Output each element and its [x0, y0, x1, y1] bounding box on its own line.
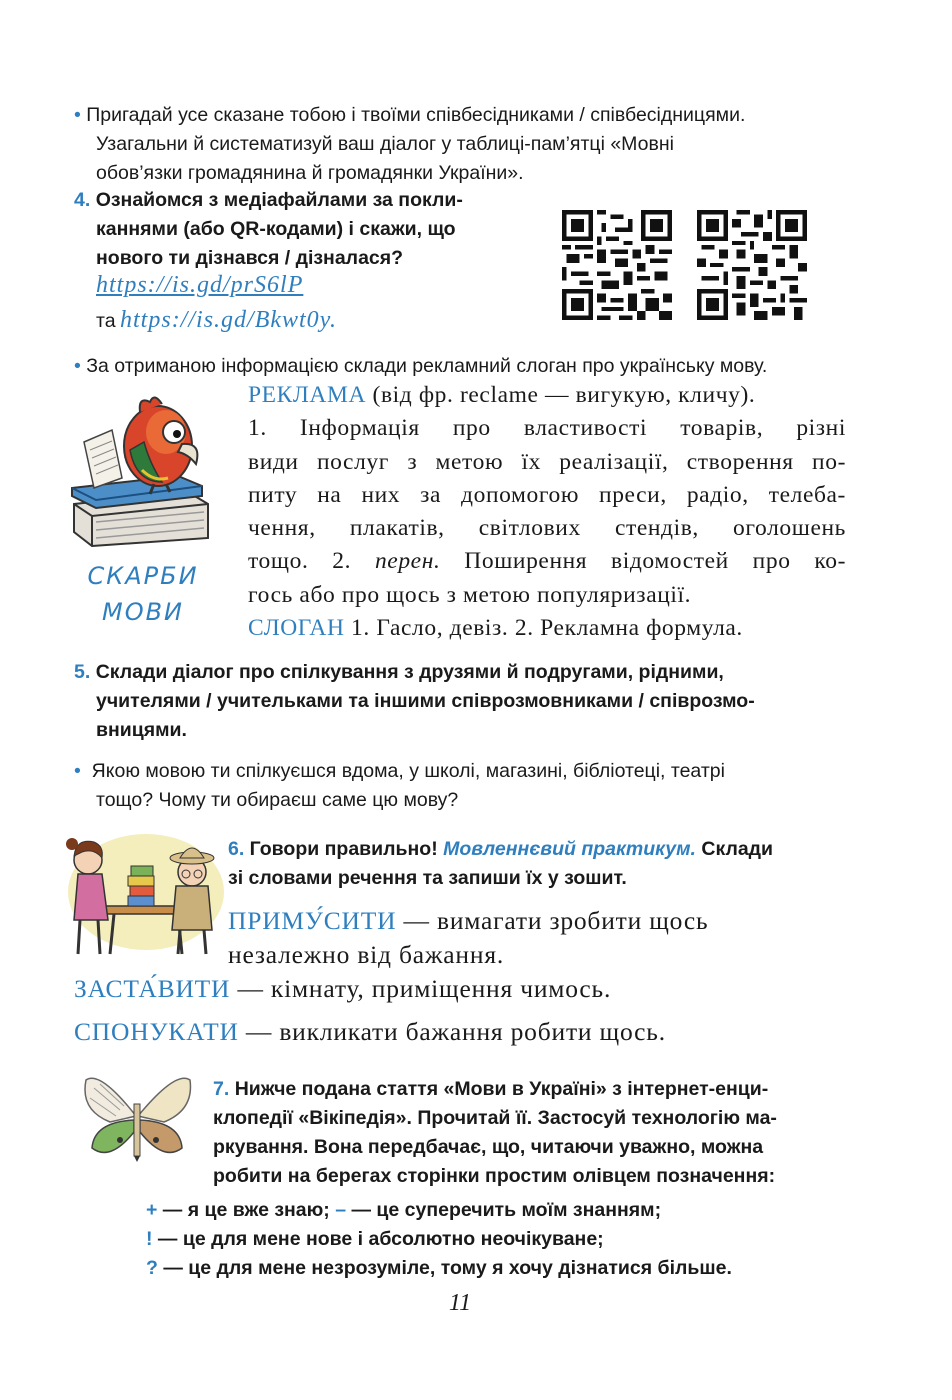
task-6-tail: Склади: [695, 838, 774, 860]
task-7-line-3: ркування. Вона передбачає, що, читаючи уважно, можна: [213, 1136, 764, 1158]
link-2-row: [96, 307, 337, 336]
task-4-number: 4.: [74, 189, 91, 211]
marking-butterfly-illustration: [80, 1070, 195, 1162]
task-4: [74, 186, 544, 273]
page-number: 11: [448, 1290, 472, 1316]
mark-exclamation-symbol: !: [146, 1228, 153, 1250]
treasures-line-2: МОВИ: [101, 598, 184, 626]
dict-line-5: чення, плакатів, світлових стендів, оголошень: [248, 515, 846, 542]
dict-line-6-a: тощо. 2.: [248, 548, 375, 575]
reklama-etymology: (від фр. reclame — вигукую, кличу).: [366, 382, 756, 408]
intro-line-3: обов’язки громадянина й громадянки України».: [96, 162, 524, 184]
task-5: [74, 658, 874, 745]
mark-new: [146, 1225, 866, 1254]
marking-legend: [146, 1196, 866, 1283]
bullet-marker: •: [74, 355, 81, 377]
task-7-number: 7.: [213, 1078, 230, 1100]
task-5-number: 5.: [74, 661, 91, 683]
task-7-line-2: клопедії «Вікіпедія». Прочитай її. Застосуй технологію ма-: [213, 1107, 777, 1129]
media-link-1[interactable]: https://is.gd/prS6lP: [96, 272, 304, 298]
task-6-lead: Говори правильно!: [244, 838, 444, 860]
term-slogan: СЛОГАН: [248, 615, 345, 642]
word-zastavyty-term: ЗАСТА́ВИТИ: [74, 974, 231, 1003]
treasures-of-language-label: [78, 558, 208, 630]
task-7-line-1: Нижче подана стаття «Мови в Україні» з інтернет-енци-: [234, 1078, 769, 1100]
mark-question-symbol: ?: [146, 1257, 158, 1279]
qr-code-1[interactable]: [562, 210, 672, 320]
mark-exclamation-text: — це для мене нове і абсолютно неочікуване;: [152, 1228, 604, 1250]
language-line-2: тощо? Чому ти обираєш саме цю мову?: [96, 789, 459, 811]
mark-plus-text: — я це вже знаю;: [157, 1199, 336, 1221]
task-7-line-4: робити на берегах сторінки простим олівцем позначення:: [213, 1165, 776, 1187]
task-5-line-1: Склади діалог про спілкування з друзями й подругами, рідними,: [95, 661, 724, 683]
language-line-1: Якою мовою ти спілкуєшся вдома, у школі, магазині, бібліотеці, театрі: [91, 760, 725, 782]
link-1-row: [96, 272, 303, 299]
mark-question-text: — це для мене незрозуміле, тому я хочу дізнатися більше.: [157, 1257, 732, 1279]
slogan-bullet: [74, 352, 767, 381]
dict-line-6: [248, 545, 846, 578]
intro-line-2: Узагальни й систематизуй ваш діалог у таблиці-пам’ятці «Мовні: [96, 133, 674, 155]
mark-minus-text: — це суперечить моїм знанням;: [346, 1199, 662, 1221]
mark-known: [146, 1196, 866, 1225]
parrot-on-books-illustration: [70, 392, 212, 547]
dict-line-2: 1. Інформація про властивості товарів, різні: [248, 415, 846, 442]
mark-plus-symbol: +: [146, 1199, 158, 1221]
word-primusyty-term: ПРИМУ́СИТИ: [228, 906, 397, 935]
slogan-definition: 1. Гасло, девіз. 2. Рекламна формула.: [344, 615, 743, 642]
dict-line-6-italic: перен.: [374, 548, 441, 575]
children-reading-illustration: [64, 830, 224, 958]
word-sponukaty-def: — викликати бажання робити щось.: [238, 1017, 666, 1046]
task-7: [213, 1075, 863, 1191]
mark-unclear: [146, 1254, 866, 1283]
task-6: [228, 835, 868, 893]
media-link-2[interactable]: https://is.gd/Bkwt0y: [120, 307, 331, 333]
dict-line-8: [248, 612, 846, 645]
link-2-period: .: [330, 307, 338, 333]
term-reklama: РЕКЛАМА: [248, 382, 367, 408]
task-6-practicum: Мовленнєвий практикум.: [443, 838, 696, 860]
dict-line-6-b: Поширення відомостей про ко-: [440, 548, 846, 575]
task-4-line-1: Ознайомся з медіафайлами за покли-: [95, 189, 463, 211]
language-question-bullet: [74, 757, 874, 815]
word-zastavyty: [74, 972, 611, 1005]
dictionary-entries: [248, 379, 846, 645]
task-5-line-3: вницями.: [96, 719, 187, 741]
dict-line-7: гось або про щось з метою популяризації.: [248, 581, 692, 608]
task-6-line-2: зі словами речення та запиши їх у зошит.: [228, 867, 627, 889]
dict-line-3: види послуг з метою їх реалізації, створення по-: [248, 448, 846, 475]
word-primusyty-cont: [228, 938, 504, 971]
task-4-line-2: каннями (або QR-кодами) і скажи, що: [96, 218, 456, 240]
treasures-line-1: СКАРБИ: [87, 562, 199, 590]
and-word: та: [96, 310, 116, 332]
word-sponukaty: [74, 1015, 666, 1048]
slogan-task-text: За отриманою інформацією склади рекламний слоган про українську мову.: [86, 355, 768, 377]
word-primusyty: [228, 904, 708, 937]
word-zastavyty-def: — кімнату, приміщення чимось.: [230, 974, 612, 1003]
intro-line-1: Пригадай усе сказане тобою і твоїми співбесідниками / співбесідницями.: [86, 104, 746, 126]
dict-line-4: питу на них за допомогою преси, радіо, телеба-: [248, 481, 846, 508]
word-primusyty-def-2: незалежно від бажання.: [228, 940, 505, 969]
task-4-line-3: нового ти дізнався / дізналася?: [96, 247, 404, 269]
word-sponukaty-term: СПОНУКАТИ: [74, 1017, 239, 1046]
dict-line-1: [248, 379, 846, 412]
qr-code-2[interactable]: [697, 210, 807, 320]
task-5-line-2: учителями / учительками та іншими співрозмовниками / співрозмо-: [96, 690, 755, 712]
bullet-marker: •: [74, 104, 81, 126]
task-6-number: 6.: [228, 838, 245, 860]
bullet-marker: •: [74, 760, 81, 782]
mark-minus-symbol: –: [335, 1199, 347, 1221]
word-primusyty-def: — вимагати зробити щось: [396, 906, 709, 935]
intro-bullet: [74, 101, 874, 188]
